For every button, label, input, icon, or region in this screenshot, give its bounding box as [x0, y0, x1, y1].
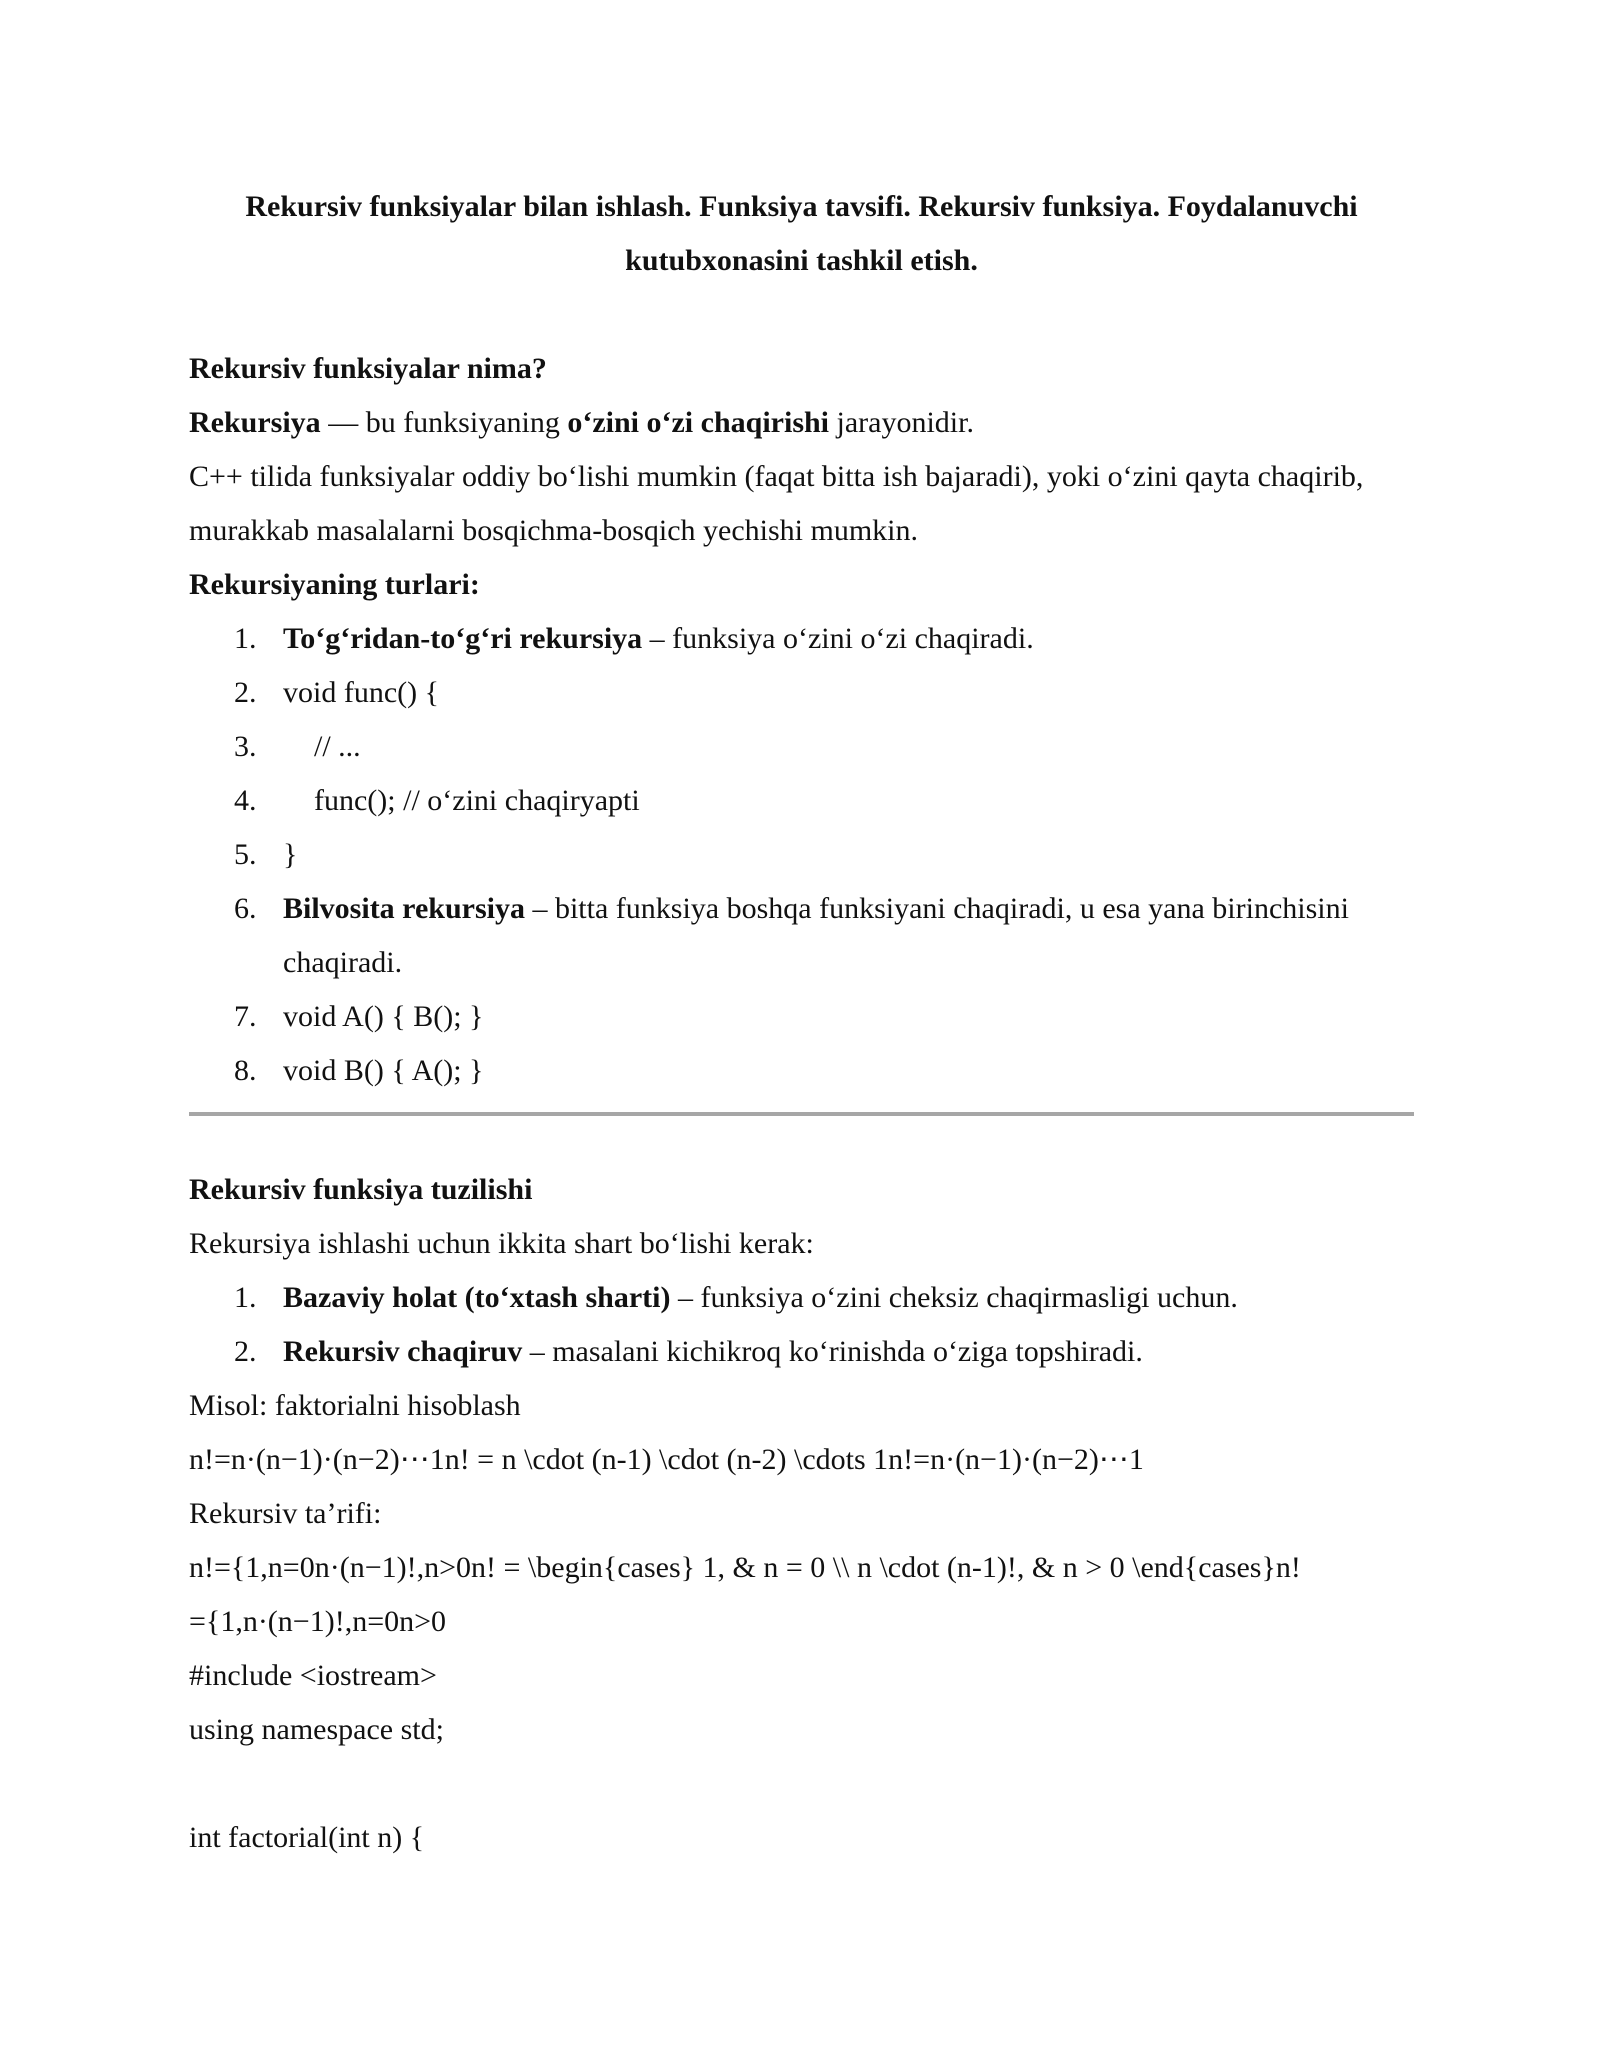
list-item-text: void B() { A(); }	[283, 1054, 484, 1087]
list-number: 7.	[234, 1000, 257, 1033]
list-item-text: – funksiya o‘zini cheksiz chaqirmasligi uchun.	[670, 1281, 1238, 1314]
recursion-types-list	[189, 612, 1414, 1098]
list-item-text: – masalani kichikroq ko‘rinishda o‘ziga topshiradi.	[522, 1335, 1143, 1368]
list-item-bold: Bazaviy holat (to‘xtash sharti)	[283, 1281, 671, 1314]
title-line-1: Rekursiv funksiyalar bilan ishlash. Funksiya tavsifi. Rekursiv funksiya. Foydalanuvchi	[245, 190, 1358, 223]
list-item-text: – funksiya o‘zini o‘zi chaqiradi.	[642, 622, 1034, 655]
list-item-text: – bitta funksiya boshqa funksiyani chaqiradi, u esa yana birinchisini chaqiradi.	[283, 892, 1349, 979]
list-item-text: void A() { B(); }	[283, 1000, 484, 1033]
code-line: using namespace std;	[189, 1713, 444, 1746]
list-item-bold: To‘g‘ridan-to‘g‘ri rekursiya	[283, 622, 643, 655]
list-item	[189, 1325, 1414, 1379]
definition-paragraph	[189, 396, 1414, 450]
list-item	[189, 720, 1414, 774]
list-number: 3.	[234, 730, 257, 763]
list-item	[189, 774, 1414, 828]
list-number: 2.	[234, 676, 257, 709]
code-line: #include <iostream>	[189, 1659, 437, 1692]
list-number: 2.	[234, 1335, 257, 1368]
example-label: Misol: faktorialni hisoblash	[189, 1389, 521, 1422]
list-item	[189, 828, 1414, 882]
list-item	[189, 1271, 1414, 1325]
code-blank-line	[189, 1757, 1414, 1811]
list-item	[189, 1044, 1414, 1098]
conditions-list	[189, 1271, 1414, 1379]
list-item	[189, 882, 1414, 990]
list-number: 6.	[234, 892, 257, 925]
list-item-text: // ...	[314, 730, 361, 763]
list-item-text: func(); // o‘zini chaqiryapti	[314, 784, 640, 817]
section1-heading: Rekursiv funksiyalar nima?	[189, 352, 547, 385]
formula-cases-line-2: ={1,n·(n−1)!,n=0n>0	[189, 1605, 447, 1638]
recursive-definition-label: Rekursiv ta’rifi:	[189, 1497, 382, 1530]
types-heading: Rekursiyaning turlari:	[189, 568, 480, 601]
section2-heading: Rekursiv funksiya tuzilishi	[189, 1173, 533, 1206]
list-item-bold: Bilvosita rekursiya	[283, 892, 525, 925]
code-block	[189, 1649, 1414, 1865]
intro-paragraph: C++ tilida funksiyalar oddiy bo‘lishi mumkin (faqat bitta ish bajaradi), yoki o‘zini qayta chaqirib, murakkab masalalarni bosqichma-bosqich yechishi mumkin.	[189, 460, 1364, 547]
list-number: 8.	[234, 1054, 257, 1087]
title-line-2: kutubxonasini tashkil etish.	[625, 244, 978, 277]
horizontal-rule	[189, 1112, 1414, 1116]
document-content	[189, 180, 1414, 1865]
list-number: 4.	[234, 784, 257, 817]
list-number: 5.	[234, 838, 257, 871]
code-line: int factorial(int n) {	[189, 1821, 425, 1854]
definition-end: jarayonidir.	[829, 406, 974, 439]
document-title	[189, 180, 1414, 288]
list-item-text: }	[283, 838, 298, 871]
definition-mid: — bu funksiyaning	[320, 406, 568, 439]
definition-bold: o‘zini o‘zi chaqirishi	[567, 406, 830, 439]
list-item-bold: Rekursiv chaqiruv	[283, 1335, 523, 1368]
list-number: 1.	[234, 622, 257, 655]
list-item	[189, 612, 1414, 666]
formula-factorial: n!=n·(n−1)·(n−2)⋯1n! = n \cdot (n-1) \cdot (n-2) \cdots 1n!=n·(n−1)·(n−2)⋯1	[189, 1443, 1144, 1476]
section2-intro: Rekursiya ishlashi uchun ikkita shart bo‘lishi kerak:	[189, 1227, 814, 1260]
formula-cases-line-1: n!={1,n=0n·(n−1)!,n>0n! = \begin{cases} 1, & n = 0 \\ n \cdot (n-1)!, & n > 0 \end{cases}n!	[189, 1551, 1301, 1584]
list-item	[189, 666, 1414, 720]
definition-term: Rekursiya	[189, 406, 321, 439]
list-item-text: void func() {	[283, 676, 440, 709]
list-item	[189, 990, 1414, 1044]
list-number: 1.	[234, 1281, 257, 1314]
